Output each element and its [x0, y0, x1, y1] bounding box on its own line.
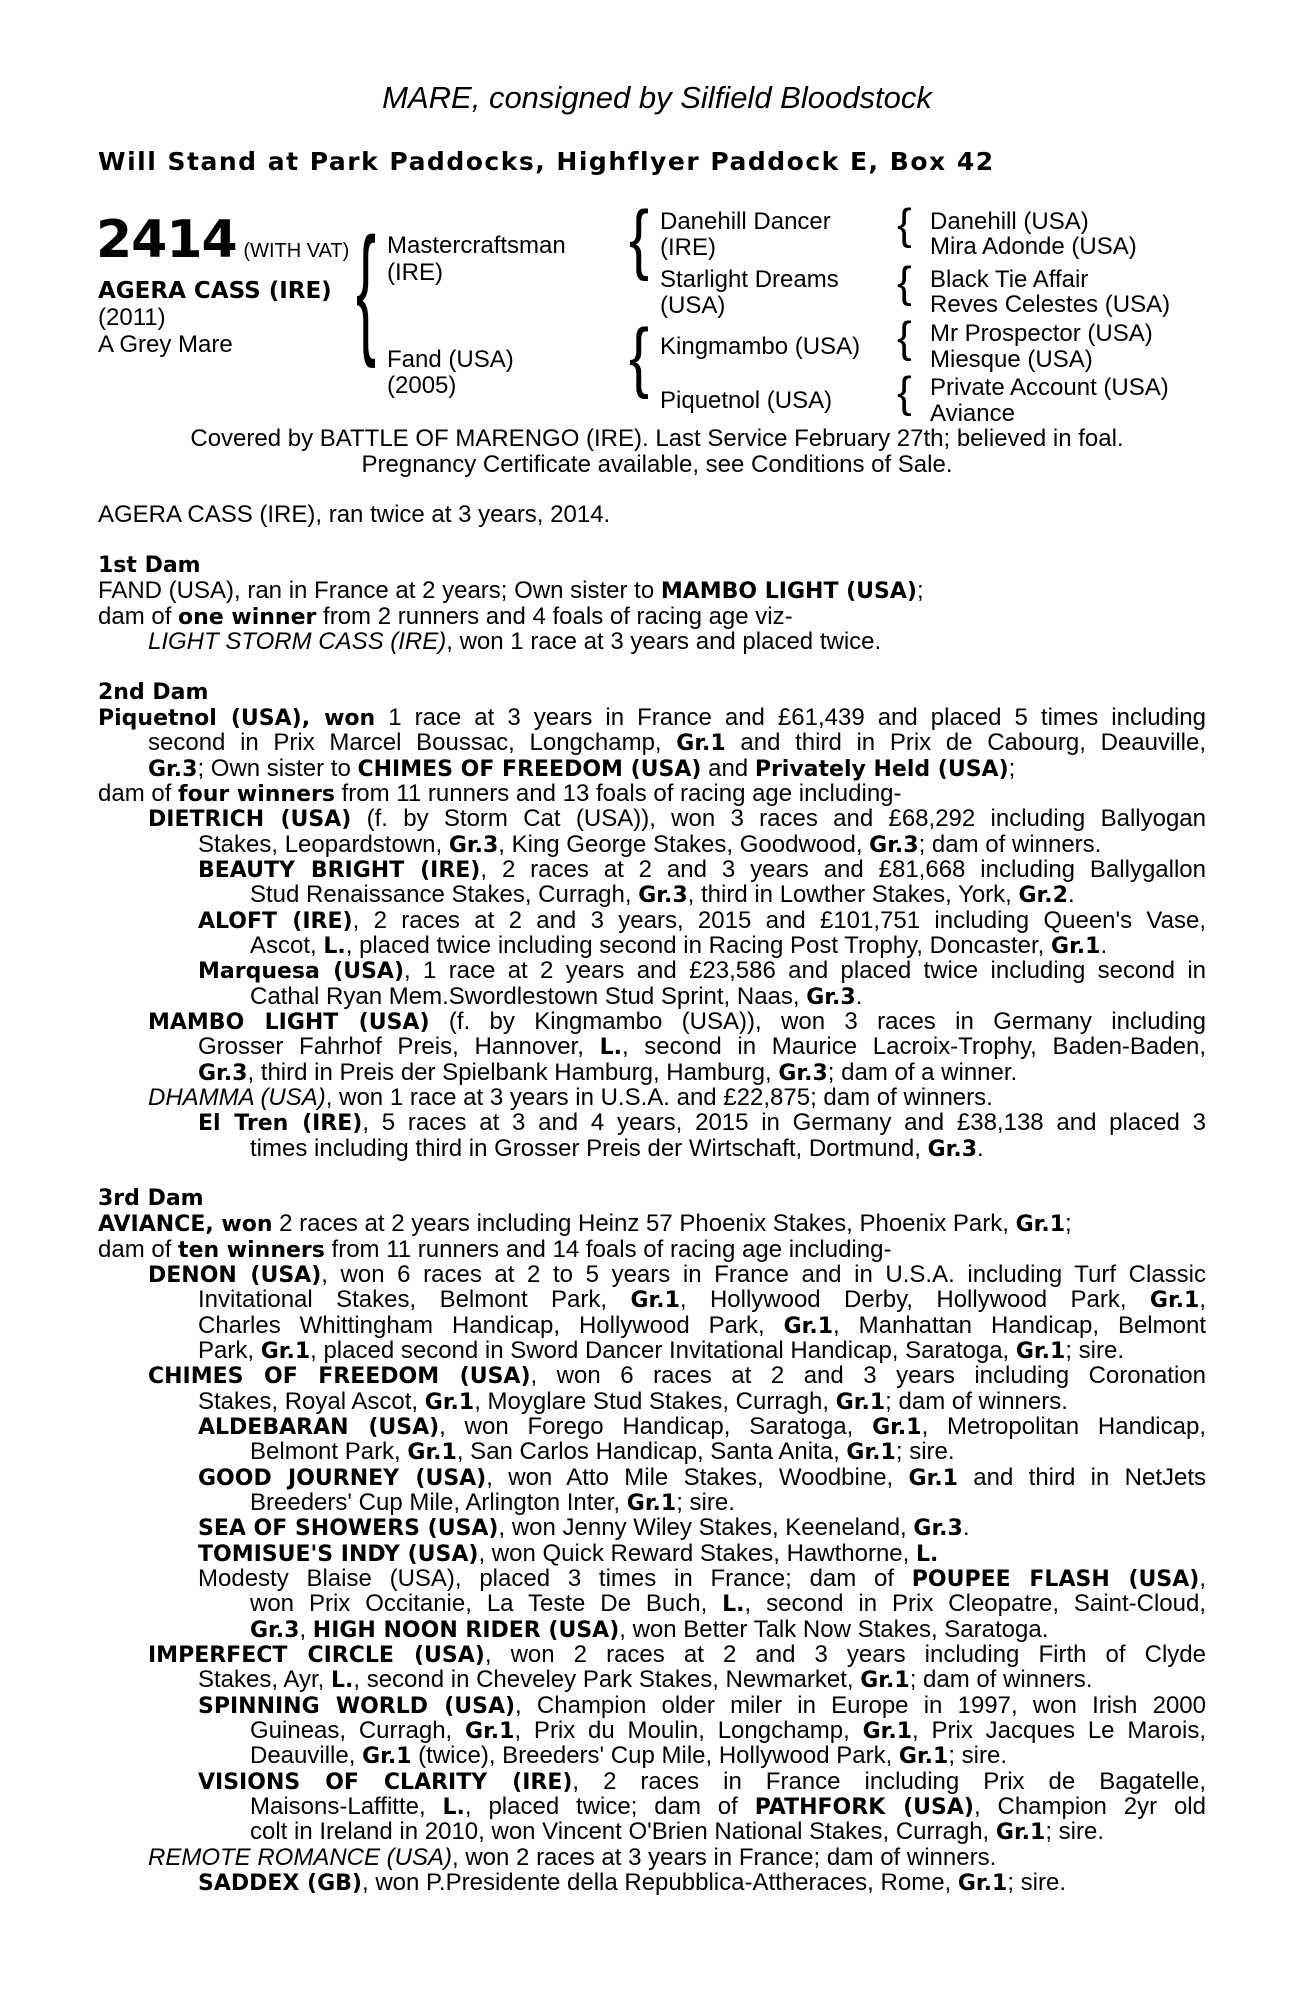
produce-entry: Park, Gr.1, placed second in Sword Dancer Invitational Handicap, Saratoga, Gr.1; sire.: [198, 1337, 1124, 1364]
ggs-4: Private Account (USA): [930, 374, 1169, 401]
produce-entry: MAMBO LIGHT (USA) (f. by Kingmambo (USA)), won 3 races in Germany including: [148, 1008, 1206, 1035]
second-dam-line: second in Prix Marcel Boussac, Longchamp, Gr.1 and third in Prix de Cabourg, Deauville,: [148, 729, 1206, 756]
pedigree-brace: {: [897, 313, 912, 362]
produce-entry: Gr.3, third in Preis der Spielbank Hamburg, Hamburg, Gr.3; dam of a winner.: [198, 1059, 1018, 1086]
produce-entry: Stakes, Leopardstown, Gr.3, King George Stakes, Goodwood, Gr.3; dam of winners.: [198, 831, 1102, 858]
produce-entry: Modesty Blaise (USA), placed 3 times in France; dam of POUPEE FLASH (USA),: [198, 1565, 1206, 1592]
produce-entry: Charles Whittingham Handicap, Hollywood Park, Gr.1, Manhattan Handicap, Belmont: [198, 1312, 1206, 1339]
second-dam-heading: 2nd Dam: [98, 680, 209, 705]
second-dam-line: dam of four winners from 11 runners and 13 foals of racing age including-: [98, 780, 902, 807]
produce-entry: Invitational Stakes, Belmont Park, Gr.1, Hollywood Derby, Hollywood Park, Gr.1,: [198, 1286, 1206, 1313]
produce-entry: Stud Renaissance Stakes, Curragh, Gr.3, third in Lowther Stakes, York, Gr.2.: [250, 881, 1075, 908]
ggd-2: Reves Celestes (USA): [930, 291, 1171, 318]
produce-entry: Maisons-Laffitte, L., placed twice; dam of PATHFORK (USA), Champion 2yr old: [250, 1793, 1206, 1820]
produce-entry: won Prix Occitanie, La Teste De Buch, L., second in Prix Cleopatre, Saint-Cloud,: [250, 1590, 1206, 1617]
produce-entry: TOMISUE'S INDY (USA), won Quick Reward Stakes, Hawthorne, L.: [198, 1540, 939, 1567]
pedigree-brace: {: [629, 312, 650, 400]
covered-note: Covered by BATTLE OF MARENGO (IRE). Last Service February 27th; believed in foal.: [190, 425, 1124, 452]
produce-entry: Guineas, Curragh, Gr.1, Prix du Moulin, Longchamp, Gr.1, Prix Jacques Le Marois,: [250, 1717, 1206, 1744]
pedigree-brace: {: [897, 258, 912, 307]
dam-name: Fand (USA): [387, 346, 514, 373]
produce-entry: VISIONS OF CLARITY (IRE), 2 races in France including Prix de Bagatelle,: [198, 1768, 1206, 1795]
produce-entry: times including third in Grosser Preis der Wirtschaft, Dortmund, Gr.3.: [250, 1135, 984, 1162]
produce-entry: Cathal Ryan Mem.Swordlestown Stud Sprint, Naas, Gr.3.: [250, 983, 863, 1010]
produce-entry: El Tren (IRE), 5 races at 3 and 4 years, 2015 in Germany and £38,138 and placed 3: [198, 1109, 1206, 1136]
produce-entry: DIETRICH (USA) (f. by Storm Cat (USA)), won 3 races and £68,292 including Ballyogan: [148, 805, 1206, 832]
consignor-line: MARE, consigned by Silfield Bloodstock: [382, 80, 932, 115]
pedigree-brace: {: [356, 208, 377, 370]
produce-entry: Stakes, Ayr, L., second in Cheveley Park Stakes, Newmarket, Gr.1; dam of winners.: [198, 1666, 1093, 1693]
produce-entry: SADDEX (GB), won P.Presidente della Repubblica-Attheraces, Rome, Gr.1; sire.: [198, 1869, 1066, 1896]
horse-description: A Grey Mare: [98, 331, 233, 358]
ggd-3: Miesque (USA): [930, 346, 1093, 373]
pedigree-brace: {: [897, 200, 912, 249]
produce-entry: Deauville, Gr.1 (twice), Breeders' Cup Mile, Hollywood Park, Gr.1; sire.: [250, 1742, 1008, 1769]
dam-sire: Kingmambo (USA): [660, 333, 861, 360]
produce-entry: Breeders' Cup Mile, Arlington Inter, Gr.1; sire.: [250, 1489, 735, 1516]
sire-sire-suffix: (IRE): [660, 234, 716, 261]
pregnancy-note: Pregnancy Certificate available, see Conditions of Sale.: [361, 451, 953, 478]
produce-entry: SPINNING WORLD (USA), Champion older miler in Europe in 1997, won Irish 2000: [198, 1692, 1206, 1719]
dam-dam: Piquetnol (USA): [660, 387, 833, 414]
produce-entry: Gr.3, HIGH NOON RIDER (USA), won Better Talk Now Stakes, Saratoga.: [250, 1616, 1049, 1643]
produce-entry: Grosser Fahrhof Preis, Hannover, L., second in Maurice Lacroix-Trophy, Baden-Baden,: [198, 1033, 1206, 1060]
produce-entry: DENON (USA), won 6 races at 2 to 5 years in France and in U.S.A. including Turf Classic: [148, 1261, 1206, 1288]
produce-entry: Ascot, L., placed twice including second in Racing Post Trophy, Doncaster, Gr.1.: [250, 932, 1108, 959]
produce-entry: Marquesa (USA), 1 race at 2 years and £23,586 and placed twice including second in: [198, 957, 1207, 984]
first-dam-heading: 1st Dam: [98, 553, 201, 578]
produce-entry: ALDEBARAN (USA), won Forego Handicap, Saratoga, Gr.1, Metropolitan Handicap,: [198, 1413, 1206, 1440]
produce-entry: Belmont Park, Gr.1, San Carlos Handicap, Santa Anita, Gr.1; sire.: [250, 1438, 955, 1465]
sire-suffix: (IRE): [387, 259, 443, 286]
sire-dam: Starlight Dreams: [660, 266, 839, 293]
intro-line: AGERA CASS (IRE), ran twice at 3 years, 2014.: [98, 501, 611, 528]
produce-entry: BEAUTY BRIGHT (IRE), 2 races at 2 and 3 years and £81,668 including Ballygallon: [198, 856, 1206, 883]
ggs-1: Danehill (USA): [930, 208, 1089, 235]
vat-note: (WITH VAT): [243, 240, 350, 262]
produce-entry: CHIMES OF FREEDOM (USA), won 6 races at 2 and 3 years including Coronation: [148, 1362, 1206, 1389]
produce-entry: DHAMMA (USA), won 1 race at 3 years in U.S.A. and £22,875; dam of winners.: [148, 1084, 993, 1111]
sire-dam-suffix: (USA): [660, 292, 726, 319]
lot-number: 2414 (WITH VAT): [96, 210, 350, 270]
sire-sire: Danehill Dancer: [660, 208, 831, 235]
third-dam-line: AVIANCE, won 2 races at 2 years including Heinz 57 Phoenix Stakes, Phoenix Park, Gr.1;: [98, 1210, 1072, 1237]
third-dam-line: dam of ten winners from 11 runners and 14 foals of racing age including-: [98, 1236, 892, 1263]
ggs-3: Mr Prospector (USA): [930, 320, 1153, 347]
ggs-2: Black Tie Affair: [930, 266, 1089, 293]
pedigree-brace: {: [897, 368, 912, 417]
dam-year: (2005): [387, 372, 457, 399]
stand-location: Will Stand at Park Paddocks, Highflyer Paddock E, Box 42: [98, 147, 995, 176]
sire-name: Mastercraftsman: [387, 232, 566, 259]
produce-entry: SEA OF SHOWERS (USA), won Jenny Wiley Stakes, Keeneland, Gr.3.: [198, 1514, 970, 1541]
pedigree-brace: {: [629, 194, 650, 282]
produce-entry: IMPERFECT CIRCLE (USA), won 2 races at 2 and 3 years including Firth of Clyde: [148, 1641, 1206, 1668]
first-dam-line: dam of one winner from 2 runners and 4 foals of racing age viz-: [98, 603, 793, 630]
horse-name: AGERA CASS (IRE): [98, 278, 332, 304]
produce-entry: GOOD JOURNEY (USA), won Atto Mile Stakes, Woodbine, Gr.1 and third in NetJets: [198, 1464, 1207, 1491]
second-dam-line: Piquetnol (USA), won 1 race at 3 years in France and £61,439 and placed 5 times including: [98, 704, 1206, 731]
produce-entry: REMOTE ROMANCE (USA), won 2 races at 3 years in France; dam of winners.: [148, 1844, 997, 1871]
horse-year: (2011): [98, 304, 166, 331]
produce-entry: Stakes, Royal Ascot, Gr.1, Moyglare Stud Stakes, Curragh, Gr.1; dam of winners.: [198, 1388, 1068, 1415]
third-dam-heading: 3rd Dam: [98, 1186, 204, 1211]
first-dam-produce: LIGHT STORM CASS (IRE), won 1 race at 3 years and placed twice.: [148, 628, 882, 655]
second-dam-line: Gr.3; Own sister to CHIMES OF FREEDOM (USA) and Privately Held (USA);: [148, 755, 1016, 782]
ggd-4: Aviance: [930, 400, 1015, 427]
produce-entry: colt in Ireland in 2010, won Vincent O'Brien National Stakes, Curragh, Gr.1; sire.: [250, 1818, 1105, 1845]
ggd-1: Mira Adonde (USA): [930, 233, 1137, 260]
first-dam-line: FAND (USA), ran in France at 2 years; Own sister to MAMBO LIGHT (USA);: [98, 577, 924, 604]
produce-entry: ALOFT (IRE), 2 races at 2 and 3 years, 2015 and £101,751 including Queen's Vase,: [198, 907, 1207, 934]
